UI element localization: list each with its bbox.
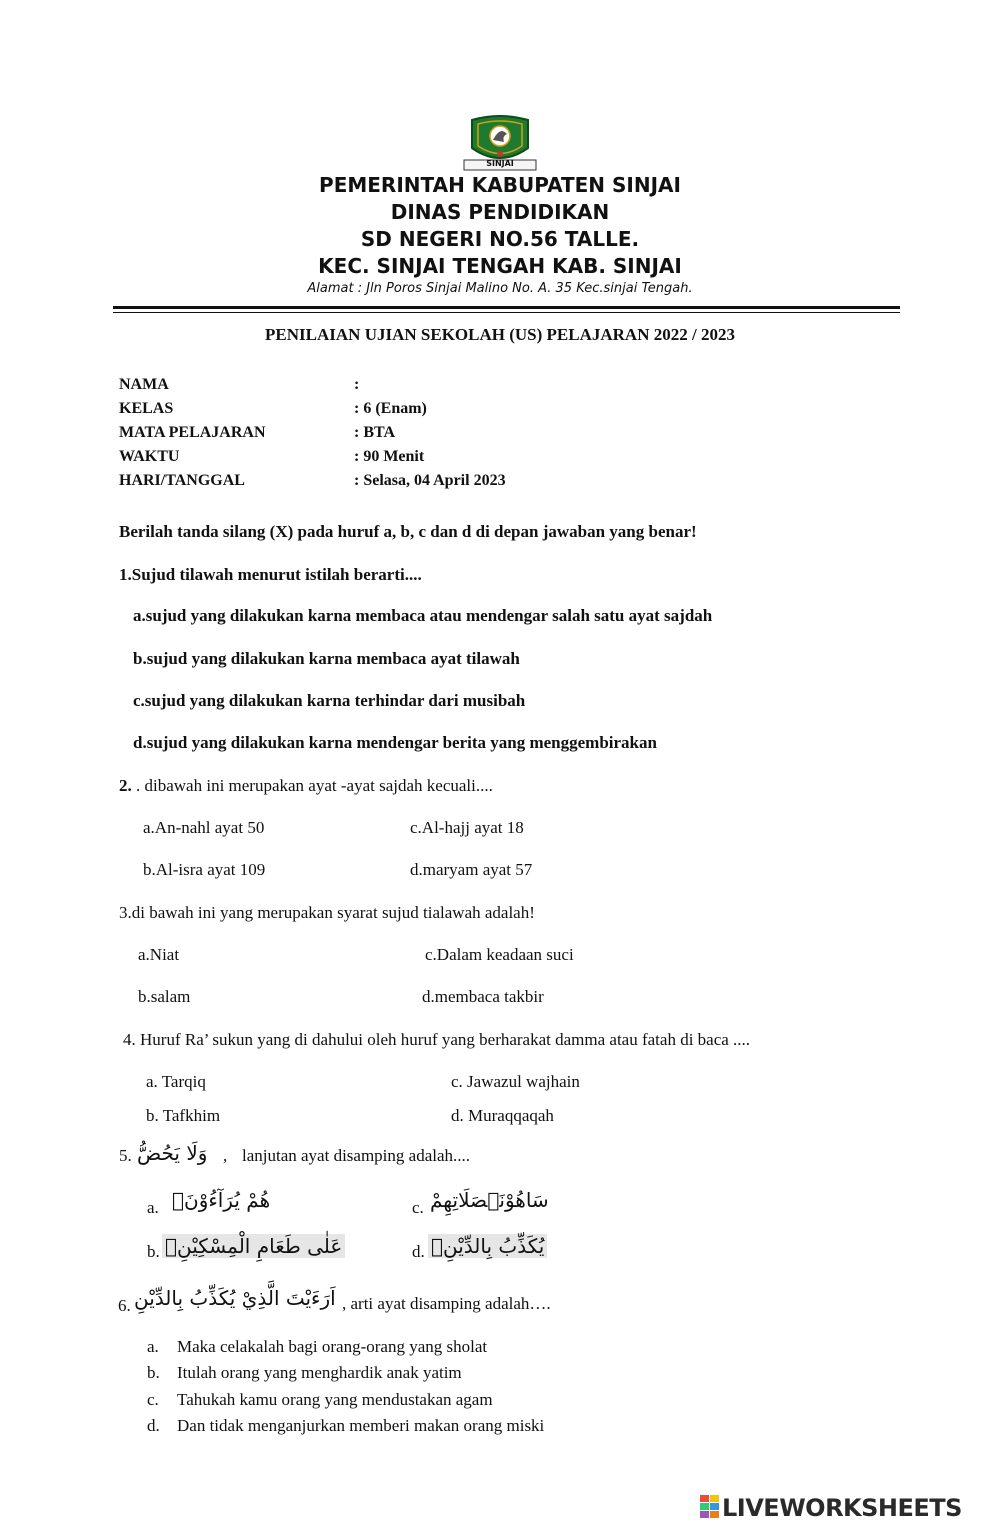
liveworksheets-watermark[interactable]: LIVEWORKSHEETS [722,1494,962,1522]
question-6-option-d-label[interactable]: d. [147,1416,160,1435]
question-5-option-b-label[interactable]: b. [147,1242,160,1261]
question-5-option-a-arabic[interactable]: هُمْ يُرَآءُوْنَۙ [172,1188,271,1212]
question-1-option-d[interactable]: d.sujud yang dilakukan karna mendengar berita yang menggembirakan [133,733,657,752]
question-3-option-b[interactable]: b.salam [138,987,191,1006]
info-label-tanggal: HARI/TANGGAL [119,472,245,489]
question-4-option-d[interactable]: d. Muraqqaqah [451,1106,554,1125]
question-6-option-c-label[interactable]: c. [147,1390,159,1409]
question-6-number: 6. [118,1296,131,1315]
question-1-option-c[interactable]: c.sujud yang dilakukan karna terhindar dari musibah [133,691,526,710]
letterhead-district: KEC. SINJAI TENGAH KAB. SINJAI [318,254,682,278]
question-2-option-b[interactable]: b.Al-isra ayat 109 [143,860,266,879]
question-6-option-d[interactable]: Dan tidak menganjurkan memberi makan orang miski [177,1416,545,1435]
question-5-option-d-label[interactable]: d. [412,1242,425,1261]
info-label-nama: NAMA [119,376,169,393]
info-value-kelas: : 6 (Enam) [354,400,427,417]
question-5-option-c-arabic[interactable]: سَاهُوْنَۙصَلَاتِهِمْ [430,1188,549,1212]
question-6-text: , arti ayat disamping adalah…. [342,1294,551,1313]
question-5-comma: , [223,1146,228,1165]
question-6-option-a-label[interactable]: a. [147,1337,159,1356]
question-2-number: 2. [119,776,132,795]
info-value-mapel: : BTA [354,424,396,441]
liveworksheets-logo-icon [700,1494,720,1525]
question-3-text: 3.di bawah ini yang merupakan syarat sujud tialawah adalah! [119,903,535,922]
question-4-text: 4. Huruf Ra’ sukun yang di dahului oleh huruf yang berharakat damma atau fatah di baca .... [123,1030,751,1049]
question-1-text: 1.Sujud tilawah menurut istilah berarti.... [119,565,422,584]
header-divider-thick [113,306,900,309]
letterhead-school: SD NEGERI NO.56 TALLE. [360,227,640,251]
question-4-option-b[interactable]: b. Tafkhim [146,1106,221,1125]
info-label-kelas: KELAS [119,400,174,417]
letterhead-department: DINAS PENDIDIKAN [390,200,610,224]
header-divider-thin [113,312,900,313]
letterhead-address: Alamat : Jln Poros Sinjai Malino No. A. 35 Kec.sinjai Tengah. [307,281,693,296]
question-2-prompt: . dibawah ini merupakan ayat -ayat sajdah kecuali.... [131,776,493,795]
info-label-mapel: MATA PELAJARAN [119,424,266,441]
exam-title: PENILAIAN UJIAN SEKOLAH (US) PELAJARAN 2022 / 2023 [265,325,735,344]
question-6-option-b[interactable]: Itulah orang yang menghardik anak yatim [177,1363,462,1382]
question-2-option-c[interactable]: c.Al-hajj ayat 18 [410,818,524,837]
letterhead-government: PEMERINTAH KABUPATEN SINJAI [319,173,681,197]
question-6-option-a[interactable]: Maka celakalah bagi orang-orang yang sholat [177,1337,488,1356]
instruction-text: Berilah tanda silang (X) pada huruf a, b, c dan d di depan jawaban yang benar! [119,522,697,541]
question-1-option-b[interactable]: b.sujud yang dilakukan karna membaca ayat tilawah [133,649,520,668]
question-5-option-d-arabic[interactable]: يُكَذِّبُ بِالدِّيْنِۗ [428,1234,547,1258]
question-4-option-a[interactable]: a. Tarqiq [146,1072,206,1091]
info-label-waktu: WAKTU [119,448,180,465]
question-3-option-d[interactable]: d.membaca takbir [422,987,544,1006]
info-value-tanggal: : Selasa, 04 April 2023 [354,472,506,489]
question-6-option-c[interactable]: Tahukah kamu orang yang mendustakan agam [177,1390,493,1409]
question-5-option-b-arabic[interactable]: عَلٰى طَعَامِ الْمِسْكِيْنِۗ [162,1234,345,1258]
question-5-option-a-label[interactable]: a. [147,1198,159,1217]
question-2-option-d[interactable]: d.maryam ayat 57 [410,860,533,879]
logo-caption: SINJAI [486,159,514,168]
question-6-arabic-verse: اَرَءَيْتَ الَّذِيْ يُكَذِّبُ بِالدِّيْنِ [134,1286,336,1310]
question-2-option-a[interactable]: a.An-nahl ayat 50 [143,818,265,837]
question-6-option-b-label[interactable]: b. [147,1363,160,1382]
question-3-option-c[interactable]: c.Dalam keadaan suci [425,945,574,964]
school-emblem-logo [460,114,540,174]
question-1-option-a[interactable]: a.sujud yang dilakukan karna membaca atau mendengar salah satu ayat sajdah [133,606,713,625]
question-2-text [119,776,493,796]
question-4-option-c[interactable]: c. Jawazul wajhain [451,1072,580,1091]
info-value-nama: : [354,376,360,393]
question-5-text: lanjutan ayat disamping adalah.... [242,1146,471,1165]
question-5-arabic-verse: وَلَا يَحُضُّ [137,1141,208,1165]
question-3-option-a[interactable]: a.Niat [138,945,180,964]
info-value-waktu: : 90 Menit [354,448,425,465]
question-5-number: 5. [119,1146,132,1165]
question-5-option-c-label[interactable]: c. [412,1198,424,1217]
